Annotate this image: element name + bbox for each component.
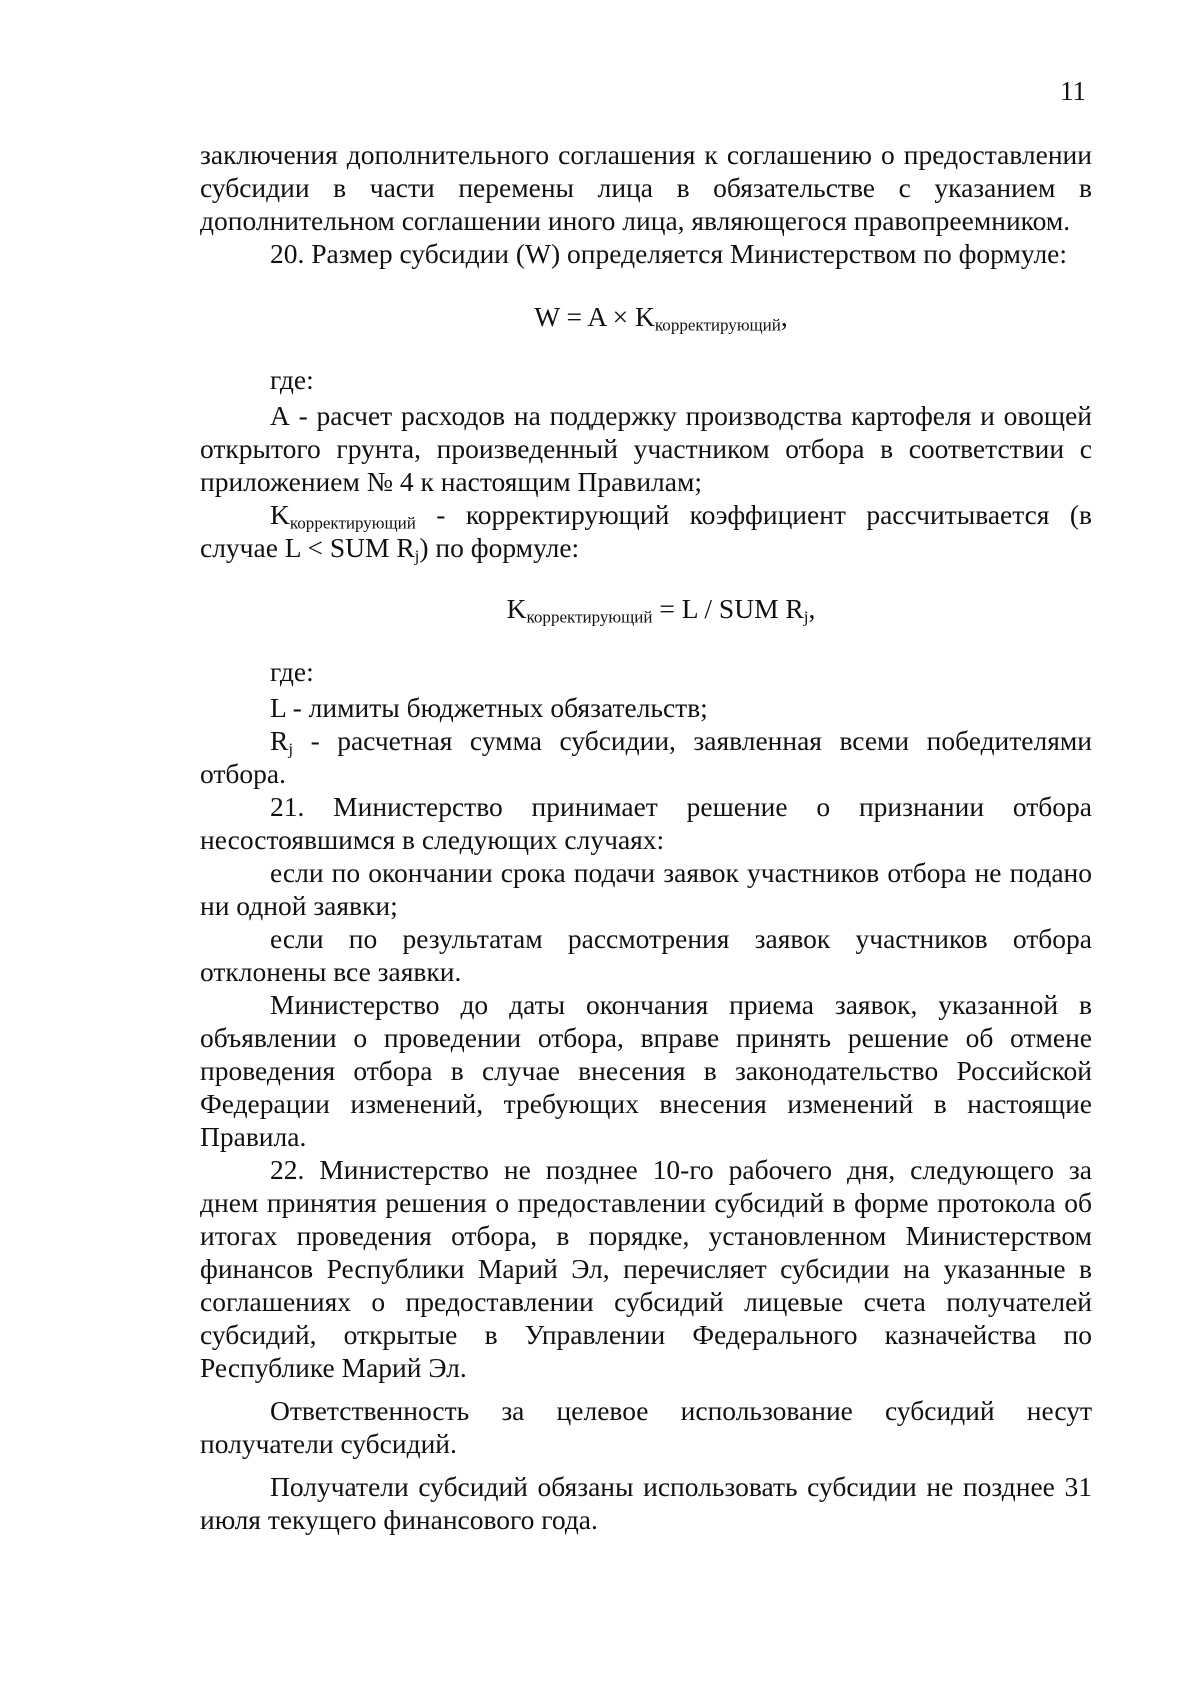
paragraph-21: 21. Министерство принимает решение о признании отбора несостоявшимся в следующих случаях: <box>200 791 1092 855</box>
formula2-tail: , <box>808 593 816 624</box>
r-definition-text: - расчетная сумма субсидии, заявленная всеми победителями отбора. <box>200 725 1092 789</box>
paragraph-21-cancellation: Министерство до даты окончания приема заявок, указанной в объявлении о проведении отбора, вправе принять решение об отмене проведения отбора в случае внесения в законодательство Российской Федерации изменений, требующих внесения изменений в настоящие Правила. <box>200 989 1092 1152</box>
paragraph-22-responsibility: Ответственность за целевое использование субсидий несут получатели субсидий. <box>200 1395 1092 1459</box>
where-label: где: <box>270 364 314 395</box>
document-body <box>200 138 1092 1536</box>
formula-correction-coefficient <box>200 592 1092 625</box>
formula2-mid: = L / SUM R <box>652 593 804 624</box>
definition-a: А - расчет расходов на поддержку производства картофеля и овощей открытого грунта, произведенный участником отбора в соответствии с приложением № 4 к настоящим Правилам; <box>200 400 1092 497</box>
formula-subscript: корректирующий <box>654 315 781 335</box>
formula2-subscript: корректирующий <box>526 607 653 627</box>
formula-subsidy-amount <box>200 300 1092 333</box>
paragraph-22: 22. Министерство не позднее 10-го рабочего дня, следующего за днем принятия решения о предоставлении субсидий в форме протокола об итогах проведения отбора, в порядке, установленном Министерством финансов Республики Марий Эл, перечисляет субсидии на указанные в соглашениях о предоставлении субсидий лицевые счета получателей субсидий, открытые в Управлении Федерального казначейства по Республике Марий Эл. <box>200 1154 1092 1383</box>
formula-main: W = A × K <box>534 301 655 332</box>
page-number: 11 <box>1060 76 1086 106</box>
definition-l: L - лимиты бюджетных обязательств; <box>270 692 708 723</box>
paragraph-continuation: заключения дополнительного соглашения к соглашению о предоставлении субсидии в части перемены лица в обязательстве с указанием в дополнительном соглашении иного лица, являющегося правопреемником. <box>200 139 1092 236</box>
paragraph-22-deadline: Получатели субсидий обязаны использовать субсидии не позднее 31 июля текущего финансового года. <box>200 1471 1092 1535</box>
paragraph-20: 20. Размер субсидии (W) определяется Министерством по формуле: <box>270 238 1068 269</box>
r-symbol-subscript: j <box>288 739 294 759</box>
k-symbol: K <box>270 499 290 530</box>
definition-r <box>200 724 1092 790</box>
k-definition-text: - корректирующий коэффициент рассчитывается (в случае L < SUM R <box>200 499 1092 563</box>
r-subscript: j <box>414 546 420 566</box>
definition-k <box>200 498 1092 564</box>
formula2-k: K <box>506 593 527 624</box>
k-subscript: корректирующий <box>289 513 416 533</box>
formula2-subscript-j: j <box>803 607 809 627</box>
paragraph-21-case-1: если по окончании срока подачи заявок участников отбора не подано ни одной заявки; <box>200 857 1092 921</box>
r-symbol: R <box>270 725 289 756</box>
paragraph-21-case-2: если по результатам рассмотрения заявок участников отбора отклонены все заявки. <box>200 923 1092 987</box>
formula-tail: , <box>780 301 788 332</box>
where-label-2: где: <box>270 656 314 687</box>
k-definition-tail: ) по формуле: <box>419 532 580 563</box>
